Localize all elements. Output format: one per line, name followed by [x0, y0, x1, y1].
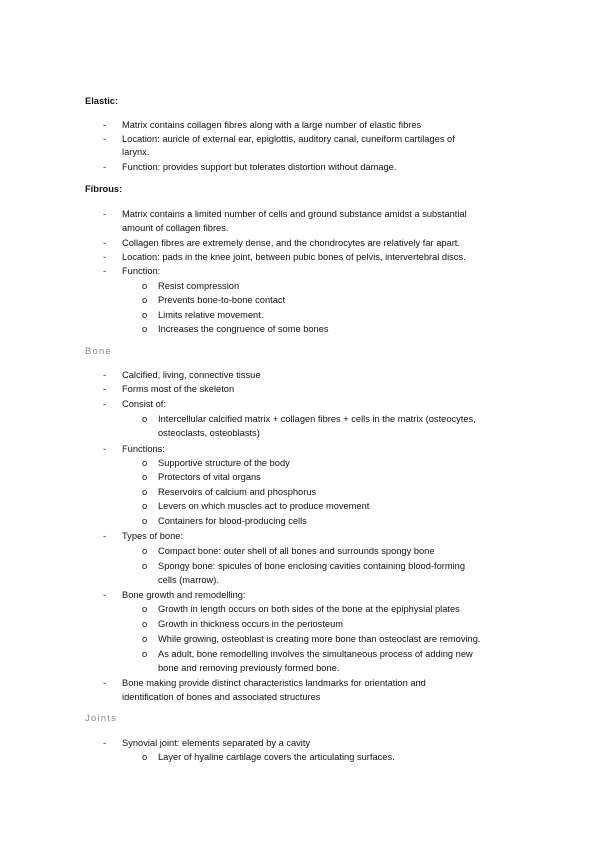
o-bullet: o [142, 281, 148, 291]
o-bullet: o [142, 310, 148, 320]
o-bullet: o [142, 752, 148, 762]
bone-item-7: Bone making provide distinct characteristics landmarks for orientation and [122, 678, 426, 688]
dash-bullet: - [103, 266, 107, 276]
dash-bullet: - [103, 252, 107, 262]
o-bullet: o [142, 414, 148, 424]
dash-bullet: - [103, 162, 107, 172]
bone-item-3: Consist of: [122, 399, 166, 409]
elastic-item-1: Matrix contains collagen fibres along with a large number of elastic fibres [122, 120, 422, 130]
elastic-item-3: Function: provides support but tolerates distortion without damage. [122, 162, 397, 172]
joints-synovial-1: Layer of hyaline cartilage covers the articulating surfaces. [158, 752, 395, 762]
bone-growth-4-cont: bone and removing previously formed bone. [158, 663, 340, 673]
bone-function-5: Containers for blood-producing cells [158, 516, 307, 526]
bone-consist-1-cont: osteoclasts, osteoblasts) [158, 428, 260, 438]
dash-bullet: - [103, 384, 107, 394]
o-bullet: o [142, 516, 148, 526]
dash-bullet: - [103, 738, 107, 748]
fibrous-function-3: Limits relative movement. [158, 310, 264, 320]
elastic-item-2-cont: larynx. [122, 147, 150, 157]
fibrous-function-2: Prevents bone-to-bone contact [158, 295, 286, 305]
bone-growth-1: Growth in length occurs on both sides of the bone at the epiphysial plates [158, 604, 460, 614]
dash-bullet: - [103, 370, 107, 380]
fibrous-item-1: Matrix contains a limited number of cells and ground substance amidst a substantial [122, 209, 467, 219]
dash-bullet: - [103, 531, 107, 541]
bone-function-4: Levers on which muscles act to produce movement [158, 501, 370, 511]
fibrous-item-2: Collagen fibres are extremely dense, and the chondrocytes are relatively far apart. [122, 238, 460, 248]
dash-bullet: - [103, 678, 107, 688]
bone-item-4: Functions: [122, 444, 165, 454]
fibrous-function-4: Increases the congruence of some bones [158, 324, 329, 334]
dash-bullet: - [103, 209, 107, 219]
bone-type-2: Spongy bone: spicules of bone enclosing cavities containing blood-forming [158, 561, 465, 571]
dash-bullet: - [103, 590, 107, 600]
heading-fibrous: Fibrous: [85, 184, 123, 194]
bone-item-5: Types of bone: [122, 531, 183, 541]
bone-consist-1: Intercellular calcified matrix + collagen fibres + cells in the matrix (osteocytes, [158, 414, 476, 424]
o-bullet: o [142, 487, 148, 497]
o-bullet: o [142, 649, 148, 659]
dash-bullet: - [103, 134, 107, 144]
o-bullet: o [142, 501, 148, 511]
o-bullet: o [142, 472, 148, 482]
dash-bullet: - [103, 238, 107, 248]
dash-bullet: - [103, 120, 107, 130]
bone-type-1: Compact bone: outer shell of all bones and surrounds spongy bone [158, 546, 435, 556]
bone-type-2-cont: cells (marrow). [158, 575, 219, 585]
bone-item-1: Calcified, living, connective tissue [122, 370, 261, 380]
fibrous-item-4: Function: [122, 266, 161, 276]
o-bullet: o [142, 634, 148, 644]
dash-bullet: - [103, 399, 107, 409]
bone-item-2: Forms most of the skeleton [122, 384, 235, 394]
o-bullet: o [142, 604, 148, 614]
o-bullet: o [142, 561, 148, 571]
heading-elastic: Elastic: [85, 96, 119, 106]
heading-bone: Bone [85, 346, 112, 357]
bone-growth-3: While growing, osteoblast is creating more bone than osteoclast are removing. [158, 634, 481, 644]
dash-bullet: - [103, 444, 107, 454]
o-bullet: o [142, 458, 148, 468]
o-bullet: o [142, 619, 148, 629]
fibrous-item-3: Location: pads in the knee joint, between pubic bones of pelvis, intervertebral discs. [122, 252, 466, 262]
heading-joints: Joints [85, 713, 118, 724]
o-bullet: o [142, 324, 148, 334]
bone-function-1: Supportive structure of the body [158, 458, 290, 468]
bone-item-6: Bone growth and remodelling: [122, 590, 246, 600]
o-bullet: o [142, 546, 148, 556]
bone-item-7-cont: identification of bones and associated structures [122, 692, 321, 702]
bone-function-3: Reservoirs of calcium and phosphorus [158, 487, 317, 497]
bone-growth-4: As adult, bone remodelling involves the simultaneous process of adding new [158, 649, 473, 659]
fibrous-function-1: Resist compression [158, 281, 240, 291]
fibrous-item-1-cont: amount of collagen fibres. [122, 223, 229, 233]
joints-item-1: Synovial joint: elements separated by a cavity [122, 738, 311, 748]
bone-function-2: Protectors of vital organs [158, 472, 261, 482]
o-bullet: o [142, 295, 148, 305]
elastic-item-2: Location: auricle of external ear, epiglottis, auditory canal, cuneiform cartilages of [122, 134, 455, 144]
bone-growth-2: Growth in thickness occurs in the periosteum [158, 619, 343, 629]
